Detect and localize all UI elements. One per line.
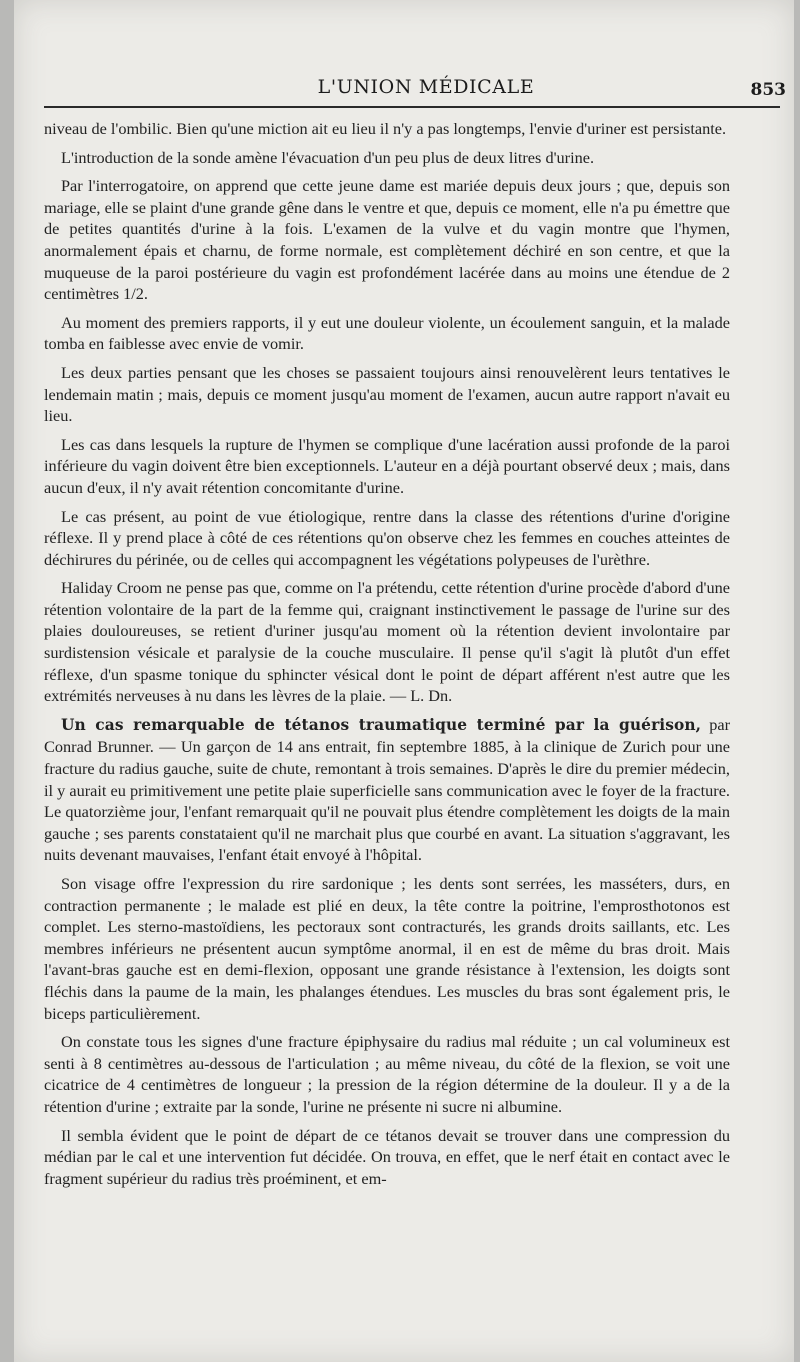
paragraph: On constate tous les signes d'une fracture épiphysaire du radius mal réduite ; un cal volumineux est senti à 8 centimètres au-dessous de l'articulation ; au même niveau, du côté de la flexion, se voit une cicatrice de 4 centimètres de longueur ; la pression de la région détermine de la douleur. Il y a de la rétention d'urine ; extraite par la sonde, l'urine ne présente ni sucre ni albumine. <box>44 1032 730 1116</box>
page-header <box>58 72 794 106</box>
page-body <box>44 118 730 1196</box>
paragraph: Son visage offre l'expression du rire sardonique ; les dents sont serrées, les masséters, durs, en contraction permanente ; le malade est plié en deux, la tête contre la poitrine, l'emprosthotonos est complet. Les sterno-mastoïdiens, les pectoraux sont contracturés, les grands droits saillants, etc. Les membres inférieurs ne présentent aucun symptôme anormal, il en est de même du bras droit. Mais l'avant-bras gauche est en demi-flexion, opposant une grande résistance à l'extension, les doigts sont fléchis dans la paume de la main, les phalanges étendues. Les muscles du bras sont également pris, le biceps particulièrement. <box>44 874 730 1023</box>
paragraph: Les deux parties pensant que les choses se passaient toujours ainsi renouvelèrent leurs tentatives le lendemain matin ; mais, depuis ce moment jusqu'au moment de l'examen, aucun autre rapport n'avait eu lieu. <box>44 362 730 426</box>
article-intro: par Conrad Brunner. — Un garçon de 14 ans entrait, fin septembre 1885, à la clinique de Zurich pour une fracture du radius gauche, suite de chute, remontant à trois semaines. D'après le dire du premier médecin, il y aurait eu primitivement une petite plaie superficielle sans communication avec le foyer de la fracture. Le quatorzième jour, l'enfant remarquait qu'il ne pouvait plus étendre complètement les doigts de la main gauche ; ses parents constataient qu'il ne marchait plus que courbé en avant. La situation s'aggravant, les nuits devenant mauvaises, l'enfant était envoyé à l'hôpital. <box>44 714 730 865</box>
running-title: L'UNION MÉDICALE <box>317 76 535 98</box>
paragraph: Par l'interrogatoire, on apprend que cette jeune dame est mariée depuis deux jours ; que, depuis son mariage, elle se plaint d'une grande gêne dans le ventre et que, depuis ce moment, elle n'a pu émettre que de petites quantités d'urine à la fois. L'examen de la vulve et du vagin montre que l'hymen, anormalement épais et charnu, de forme normale, est complètement déchiré en son centre, et que la muqueuse de la paroi postérieure du vagin est profondément lacérée dans au moins une étendue de 2 centimètres 1/2. <box>44 176 730 304</box>
paragraph: Au moment des premiers rapports, il y eut une douleur violente, un écoulement sanguin, et la malade tomba en faiblesse avec envie de vomir. <box>44 312 730 354</box>
paragraph: Le cas présent, au point de vue étiologique, rentre dans la classe des rétentions d'urine d'origine réflexe. Il y prend place à côté de ces rétentions qu'on observe chez les femmes en couches atteintes de déchirures du périnée, ou de celles qui accompagnent les végétations polypeuses de l'urèthre. <box>44 506 730 569</box>
paragraph: L'introduction de la sonde amène l'évacuation d'un peu plus de deux litres d'urine. <box>61 147 595 167</box>
article-heading-paragraph <box>44 714 730 866</box>
paragraph: niveau de l'ombilic. Bien qu'une miction ait eu lieu il n'y a pas longtemps, l'envie d'uriner est persistante. <box>44 119 727 138</box>
paragraph: Les cas dans lesquels la rupture de l'hymen se complique d'une lacération aussi profonde de la paroi inférieure du vagin doivent être bien exceptionnels. L'auteur en a déjà pourtant observé deux ; mais, dans aucun d'eux, il n'y avait rétention concomitante d'urine. <box>44 434 730 497</box>
page-number: 853 <box>750 80 786 100</box>
paragraph: Il sembla évident que le point de départ de ce tétanos devait se trouver dans une compression du médian par le cal et une intervention fut décidée. On trouva, en effet, que le nerf était en contact avec le fragment supérieur du radius très proéminent, et em- <box>44 1125 730 1188</box>
header-rule <box>44 106 780 108</box>
article-title: Un cas remarquable de tétanos traumatique terminé par la guérison, <box>61 715 702 734</box>
paragraph: Haliday Croom ne pense pas que, comme on l'a prétendu, cette rétention d'urine procède d'abord d'une rétention volontaire de la part de la femme qui, craignant instinctivement le passage de l'urine sur des plaies douloureuses, se retient d'uriner jusqu'au moment où la rétention devient involontaire par surdistension vésicale et paralysie de la couche musculaire. Il pense qu'il s'agit là plutôt d'un effet réflexe, d'un spasme tonique du sphincter vésical dont le point de départ afférent n'est autre que les extrémités nerveuses à nu dans les lèvres de la plaie. — L. Dn. <box>44 578 730 706</box>
